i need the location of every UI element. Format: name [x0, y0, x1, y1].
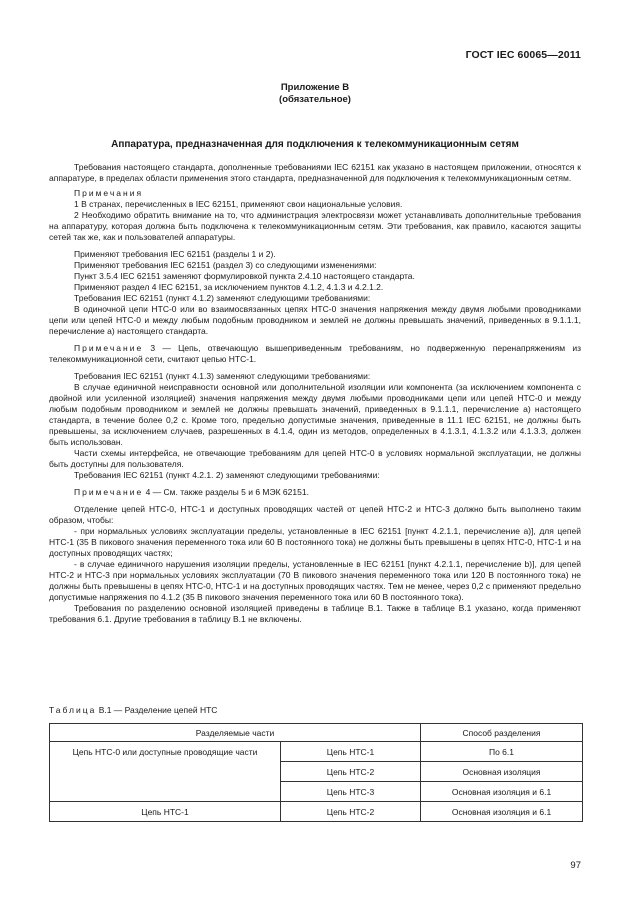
annex-heading [0, 82, 630, 106]
note-1: 1 В странах, перечисленных в IEC 62151, применяют свои национальные условия. [74, 199, 403, 209]
paragraph-intro: Требования настоящего стандарта, дополненные требованиями IEC 62151 как указано в настоящем приложении, относятся к аппаратуре, в пределах области применения этого стандарта, предназначенной для подключения к телекоммуникационным сетям. [49, 162, 581, 183]
table-cell-circuit: Цепь НТС-2 [281, 802, 421, 822]
note-3: Примечание 3 — Цепь, отвечающую вышеприведенным требованиям, но подверженную перенапряжениям из телекоммуникационной сети, считают цепью НТС-1. [49, 343, 581, 364]
standard-number: ГОСТ IEC 60065—2011 [465, 49, 581, 61]
note-2: 2 Необходимо обратить внимание на то, что администрация электросвязи может устанавливать дополнительные требования на аппаратуру, которая должна быть подключена к телекоммуникационным сетям. Эти требования, как правило, касаются защиты сетей так же, как и пользователей аппаратуры. [49, 210, 581, 242]
table-header-row [50, 724, 583, 742]
document-body [49, 162, 581, 625]
bullet-normal-conditions: - при нормальных условиях эксплуатации пределы, установленные в IEC 62151 [пункт 4.2.1.1, перечисление а)], для цепей НТС-1 (35 В пикового значения переменного тока или 60 В постоянного тока) не должны быть превышены в цепях НТС-0, НТС-1 и на доступных проводящих частях; [49, 526, 581, 558]
notes-heading: Примечания [74, 188, 144, 198]
paragraph-apply-1: Применяют требования IEC 62151 (разделы 1 и 2). [74, 249, 276, 259]
paragraph-apply-4: Применяют раздел 4 IEC 62151, за исключением пунктов 4.1.2, 4.1.3 и 4.2.1.2. [74, 282, 384, 292]
table-row [50, 802, 583, 822]
annex-status: (обязательное) [279, 94, 351, 105]
section-title: Аппаратура, предназначенная для подключения к телекоммуникационным сетям [111, 139, 519, 150]
paragraph-table-reference: Требования по разделению основной изоляцией приведены в таблице B.1. Также в таблице B.1 указано, когда применяют требования 6.1. Другие требования в таблицу B.1 не включены. [49, 603, 581, 624]
annex-title: Приложение B [280, 82, 350, 93]
paragraph-req-4-2-1-2: Требования IEC 62151 (пункт 4.2.1. 2) заменяют следующими требованиями: [74, 470, 380, 480]
table-cell-method: Основная изоляция и 6.1 [421, 782, 583, 802]
table-header-parts: Разделяемые части [50, 724, 421, 742]
paragraph-apply-3: Пункт 3.5.4 IEC 62151 заменяют формулировкой пункта 2.4.10 настоящего стандарта. [74, 271, 415, 281]
table-cell-part: Цепь НТС-0 или доступные проводящие части [50, 742, 281, 802]
table-cell-part: Цепь НТС-1 [50, 802, 281, 822]
table-cell-circuit: Цепь НТС-1 [281, 742, 421, 762]
note-4: Примечание 4 — См. также разделы 5 и 6 МЭК 62151. [74, 487, 309, 497]
table-cell-method: Основная изоляция [421, 762, 583, 782]
table-row [50, 742, 583, 762]
paragraph-single-fault: В случае единичной неисправности основной или дополнительной изоляции или компонента (за исключением компонента с двойной или усиленной изоляцией) значения напряжения между двумя любыми проводниками цепи или цепей НТС-0 и между любым подобным проводником и землей не должны превышать значений, приведенных в 9.1.1.1, перечисление а) настоящего стандарта, в течение более 0,2 с. Кроме того, предельно допустимые значения, приведенные в 11.1 IEC 62151, не должны быть превышены, за исключением случаев, разрешенных в 4.1.4, один из методов, определенных в 4.1.3.1, 4.1.3.2 или 4.1.3.3, должен быть использован. [49, 382, 581, 447]
paragraph-single-circuit: В одиночной цепи НТС-0 или во взаимосвязанных цепях НТС-0 значения напряжения между двумя любыми проводниками цепи или цепей НТС-0 и между любым подобным проводником и землей не должны превышать значений, приведенных в 9.1.1.1, перечисление а) настоящего стандарта. [49, 304, 581, 336]
bullet-single-fault: - в случае единичного нарушения изоляции пределы, установленные в IEC 62151 [пункт 4.2.1.1, перечисление b)], для цепей НТС-2 и НТС-3 при нормальных условиях эксплуатации (70 В пикового значения переменного тока или 120 В постоянного тока) не должны быть превышены в цепях НТС-0, НТС-1 и на доступных проводящих частях. Тем не менее, через 0,2 с применяют предельно допустимые напряжения по 4.1.2 (35 В пикового значения переменного тока или 60 В постоянного тока). [49, 559, 581, 602]
paragraph-separation: Отделение цепей НТС-0, НТС-1 и доступных проводящих частей от цепей НТС-2 и НТС-3 должно быть выполнено таким образом, чтобы: [49, 504, 581, 525]
paragraph-apply-5: Требования IEC 62151 (пункт 4.1.2) заменяют следующими требованиями: [74, 293, 371, 303]
paragraph-apply-2: Применяют требования IEC 62151 (раздел 3) со следующими изменениями: [74, 260, 377, 270]
paragraph-interface: Части схемы интерфейса, не отвечающие требованиям для цепей НТС-0 в условиях нормальной эксплуатации, не должны быть доступны для пользователя. [49, 448, 581, 469]
table-cell-method: Основная изоляция и 6.1 [421, 802, 583, 822]
table-caption: Таблица B.1 — Разделение цепей НТС [49, 705, 218, 715]
separation-table [49, 723, 583, 822]
page-number: 97 [570, 860, 581, 871]
table-cell-circuit: Цепь НТС-2 [281, 762, 421, 782]
paragraph-req-4-1-3: Требования IEC 62151 (пункт 4.1.3) заменяют следующими требованиями: [74, 371, 371, 381]
table-cell-circuit: Цепь НТС-3 [281, 782, 421, 802]
table-header-method: Способ разделения [421, 724, 583, 742]
table-cell-method: По 6.1 [421, 742, 583, 762]
